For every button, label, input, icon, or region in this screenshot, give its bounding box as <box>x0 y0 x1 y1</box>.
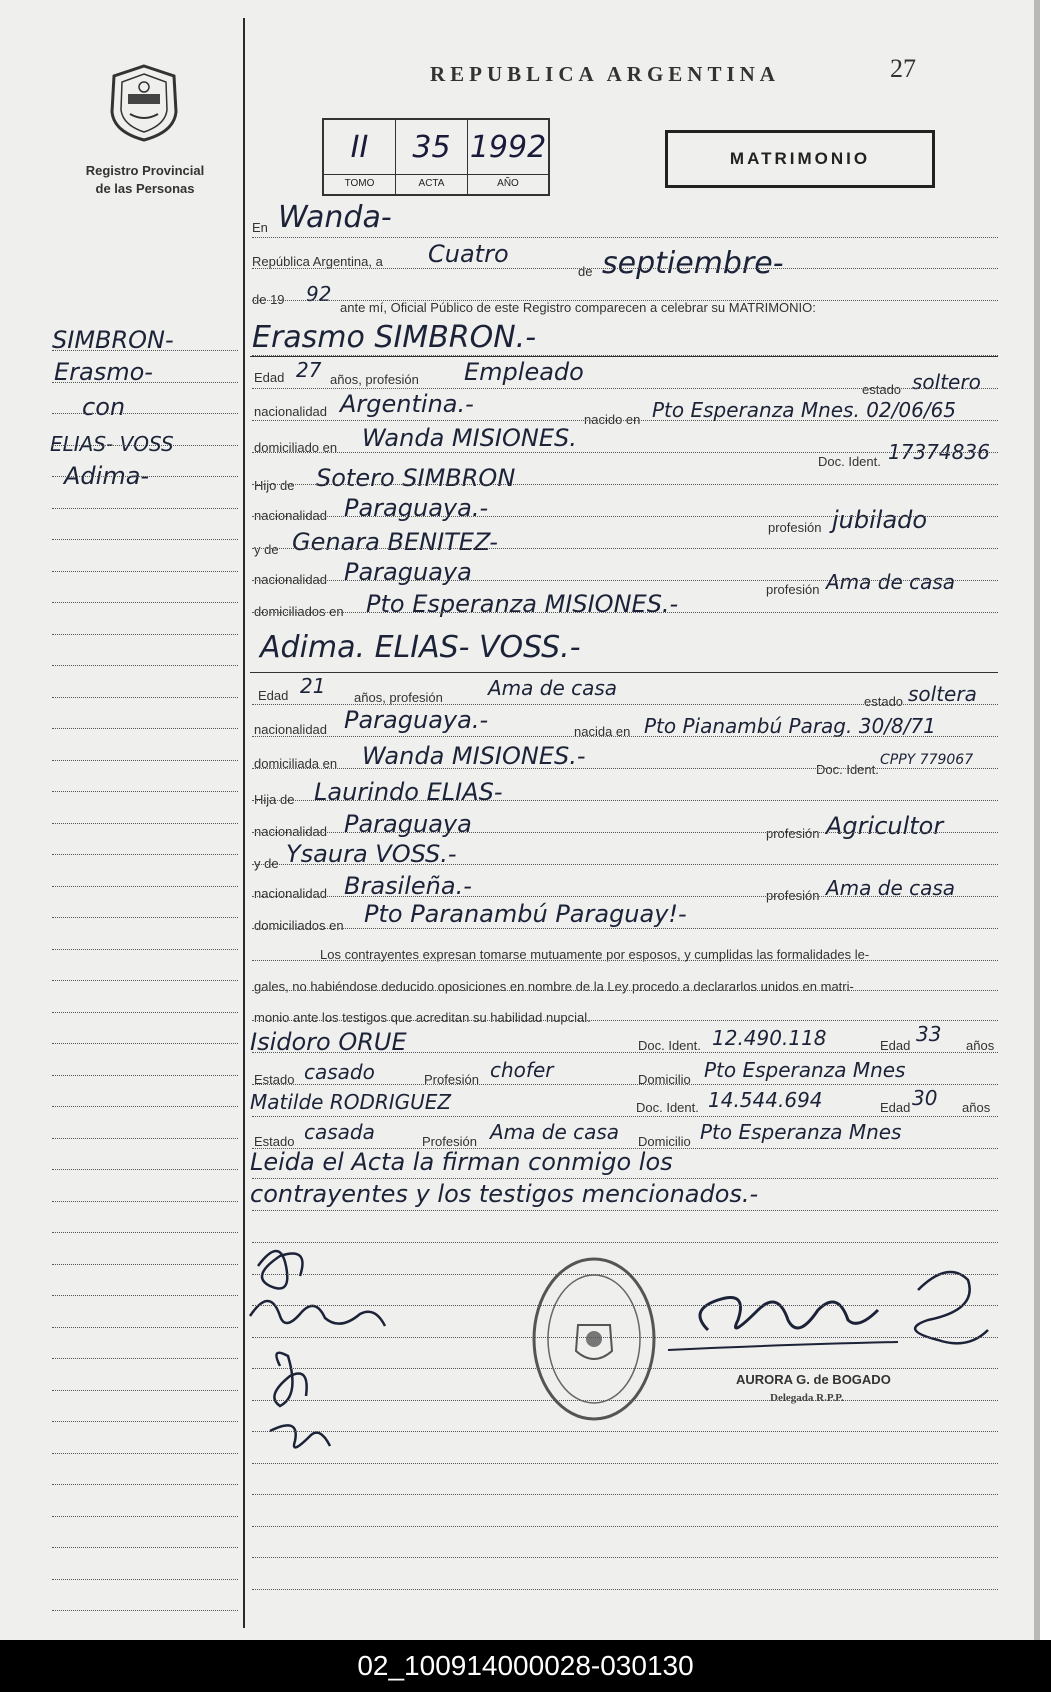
bride-age: 21 <box>300 674 326 698</box>
body-rule <box>252 896 998 897</box>
registry-name <box>60 162 230 198</box>
body-rule <box>252 1557 998 1558</box>
label-de19: de 19 <box>252 292 285 307</box>
label-republica: República Argentina, a <box>252 254 383 269</box>
label-domiciliado-en: domiciliado en <box>254 440 338 455</box>
label-nacionalidad-mother: nacionalidad <box>254 572 328 587</box>
label-y-de: y de <box>254 542 279 557</box>
label-doc-ident-w2: Doc. Ident. <box>636 1100 699 1115</box>
label-anos-w2: años <box>962 1100 991 1115</box>
bride-name: Adima. ELIAS- VOSS.- <box>260 630 581 665</box>
margin-rule <box>52 350 238 351</box>
body-rule <box>252 580 998 581</box>
margin-rule <box>52 1484 238 1485</box>
groom-mother-nationality: Paraguaya <box>344 558 472 586</box>
margin-note-bride-name: Adima- <box>64 462 150 490</box>
label-domicilio-w1: Domicilio <box>638 1072 691 1087</box>
body-rule <box>252 1526 998 1527</box>
bride-doc: CPPY 779067 <box>880 752 974 768</box>
margin-rule <box>52 539 238 540</box>
body-rule <box>252 388 998 389</box>
label-doc-ident-bride: Doc. Ident. <box>816 762 879 777</box>
margin-rule <box>52 1138 238 1139</box>
margin-rule <box>52 1169 238 1170</box>
label-domicilio-w2: Domicilio <box>638 1134 691 1149</box>
body-rule <box>252 864 998 865</box>
margin-rule <box>52 1516 238 1517</box>
groom-father: Sotero SIMBRON <box>316 464 516 492</box>
body-rule <box>252 1052 998 1053</box>
margin-note-bride-surname: ELIAS- VOSS <box>50 432 174 456</box>
label-nacionalidad-bride-father: nacionalidad <box>254 824 328 839</box>
margin-rule <box>52 1106 238 1107</box>
body-rule <box>252 484 998 485</box>
witness2-name: Matilde RODRIGUEZ <box>250 1090 452 1114</box>
margin-rule <box>52 854 238 855</box>
margin-rule <box>52 413 238 414</box>
body-rule <box>252 928 998 929</box>
groom-estado: soltero <box>912 370 981 394</box>
margin-rule <box>52 949 238 950</box>
label-en: En <box>252 220 268 235</box>
value-place: Wanda- <box>278 200 392 235</box>
label-ante-mi: ante mí, Oficial Público de este Registro comparecen a celebrar su MATRIMONIO: <box>340 300 816 315</box>
label-domiciliados-en: domiciliados en <box>254 604 344 619</box>
label-nacido-en: nacido en <box>584 412 641 427</box>
anio-cell <box>468 120 548 194</box>
section-rule <box>250 672 998 673</box>
value-day: Cuatro <box>428 240 509 268</box>
body-rule <box>252 612 998 613</box>
witness2-domicile: Pto Esperanza Mnes <box>700 1120 902 1144</box>
acta-value: 35 <box>412 130 451 165</box>
margin-rule <box>52 1390 238 1391</box>
groom-father-profession: jubilado <box>832 506 928 534</box>
margin-rule <box>52 445 238 446</box>
anio-label: AÑO <box>468 174 548 192</box>
label-estado: estado <box>862 382 902 397</box>
paper-edge <box>1034 0 1040 1640</box>
label-doc-ident-w1: Doc. Ident. <box>638 1038 701 1053</box>
body-rule <box>252 1431 998 1432</box>
official-name: AURORA G. de BOGADO <box>736 1372 891 1387</box>
bride-domicile: Wanda MISIONES.- <box>362 742 586 770</box>
groom-parents-domicile: Pto Esperanza MISIONES.- <box>366 590 679 618</box>
registry-line2: de las Personas <box>95 181 195 196</box>
label-domiciliados-en-bride: domiciliados en <box>254 918 344 933</box>
margin-rule <box>52 1358 238 1359</box>
body-rule <box>252 548 998 549</box>
label-anos-profesion-bride: años, profesión <box>354 690 443 705</box>
body-rule <box>252 1020 998 1021</box>
body-rule <box>252 268 998 269</box>
margin-rule <box>52 917 238 918</box>
body-rule <box>252 1368 998 1369</box>
body-rule <box>252 1463 998 1464</box>
witness2-age: 30 <box>912 1086 938 1110</box>
bride-estado: soltera <box>908 682 977 706</box>
body-rule <box>252 452 998 453</box>
body-rule <box>252 1494 998 1495</box>
margin-rule <box>52 1075 238 1076</box>
record-type-box: MATRIMONIO <box>665 130 935 188</box>
provincial-seal-icon <box>104 62 184 144</box>
label-profesion-father: profesión <box>768 520 822 535</box>
value-month: septiembre- <box>602 246 784 281</box>
paragraph-line2: gales, no habiéndose deducido oposiciones en nombre de la Ley procedo a declararlos unidos en matri- <box>254 979 854 994</box>
body-rule <box>252 1178 998 1179</box>
label-y-de-bride: y de <box>254 856 279 871</box>
acta-cell <box>396 120 468 194</box>
margin-rule <box>52 1232 238 1233</box>
label-nacionalidad: nacionalidad <box>254 404 328 419</box>
official-signature <box>668 1250 998 1370</box>
witness2-profession: Ama de casa <box>490 1120 620 1144</box>
groom-mother-profession: Ama de casa <box>826 570 956 594</box>
margin-rule <box>52 886 238 887</box>
label-profesion-bride-father: profesión <box>766 826 820 841</box>
value-year: 92 <box>306 282 332 306</box>
groom-age: 27 <box>296 358 322 382</box>
label-estado-bride: estado <box>864 694 904 709</box>
label-doc-ident: Doc. Ident. <box>818 454 881 469</box>
margin-rule <box>52 791 238 792</box>
label-edad-w1: Edad <box>880 1038 911 1053</box>
margin-rule <box>52 697 238 698</box>
groom-nationality: Argentina.- <box>340 390 474 418</box>
margin-rule <box>52 1043 238 1044</box>
groom-father-nationality: Paraguaya.- <box>344 494 489 522</box>
groom-domicile: Wanda MISIONES. <box>362 424 577 452</box>
label-profesion-w1: Profesión <box>424 1072 479 1087</box>
margin-rule <box>52 634 238 635</box>
file-id-bar: 02_100914000028-030130 <box>0 1640 1051 1692</box>
margin-rule <box>52 571 238 572</box>
label-anos-profesion: años, profesión <box>330 372 419 387</box>
paragraph-line3: monio ante los testigos que acreditan su habilidad nupcial. <box>254 1010 591 1025</box>
label-edad-w2: Edad <box>880 1100 911 1115</box>
bride-father-profession: Agricultor <box>826 812 944 840</box>
margin-note-con: con <box>82 393 126 421</box>
bride-nationality: Paraguaya.- <box>344 706 489 734</box>
label-edad-bride: Edad <box>258 688 289 703</box>
groom-name: Erasmo SIMBRON.- <box>252 320 537 355</box>
label-hijo-de: Hijo de <box>254 478 295 493</box>
label-anos-w1: años <box>966 1038 995 1053</box>
margin-rule <box>52 1453 238 1454</box>
bride-born: Pto Pianambú Parag. 30/8/71 <box>644 714 936 738</box>
label-nacida-en: nacida en <box>574 724 631 739</box>
groom-profession: Empleado <box>464 358 584 386</box>
body-rule <box>252 800 998 801</box>
label-hija-de: Hija de <box>254 792 295 807</box>
witness1-estado: casado <box>304 1060 375 1084</box>
official-stamp-icon <box>530 1255 658 1423</box>
body-rule <box>252 1116 998 1117</box>
body-rule <box>252 1589 998 1590</box>
label-nacionalidad-bride-mother: nacionalidad <box>254 886 328 901</box>
margin-note-firstname: Erasmo- <box>54 358 153 386</box>
section-rule <box>250 356 998 357</box>
body-rule <box>252 1242 998 1243</box>
margin-rule <box>52 1201 238 1202</box>
body-rule <box>252 960 998 961</box>
body-rule <box>252 736 998 737</box>
body-rule <box>252 1210 998 1211</box>
margin-rule <box>52 665 238 666</box>
witness1-domicile: Pto Esperanza Mnes <box>704 1058 906 1082</box>
label-profesion-bride-mother: profesión <box>766 888 820 903</box>
body-rule <box>252 1400 998 1401</box>
groom-doc: 17374836 <box>888 440 990 464</box>
body-rule <box>252 1274 998 1275</box>
tomo-label: TOMO <box>324 174 395 192</box>
bride-father-nationality: Paraguaya <box>344 810 472 838</box>
witness1-doc: 12.490.118 <box>712 1026 827 1050</box>
bride-parents-domicile: Pto Paranambú Paraguay!- <box>364 900 687 928</box>
label-profesion-mother: profesión <box>766 582 820 597</box>
tomo-cell <box>324 120 396 194</box>
witness2-estado: casada <box>304 1120 375 1144</box>
body-rule <box>252 704 998 705</box>
bride-mother-profession: Ama de casa <box>826 876 956 900</box>
label-nacionalidad-father: nacionalidad <box>254 508 328 523</box>
bride-mother: Ysaura VOSS.- <box>286 840 457 868</box>
label-de: de <box>578 264 593 279</box>
margin-rule <box>52 1264 238 1265</box>
bride-mother-nationality: Brasileña.- <box>344 872 472 900</box>
margin-rule <box>52 508 238 509</box>
witness2-doc: 14.544.694 <box>708 1088 823 1112</box>
label-estado-w1: Estado <box>254 1072 295 1087</box>
margin-rule <box>52 602 238 603</box>
closing-line1: Leida el Acta la firman conmigo los <box>250 1148 673 1176</box>
bride-profession: Ama de casa <box>488 676 618 700</box>
margin-rule <box>52 476 238 477</box>
margin-rule <box>52 1421 238 1422</box>
registry-line1: Registro Provincial <box>85 163 205 178</box>
label-estado-w2: Estado <box>254 1134 295 1149</box>
label-nacionalidad-bride: nacionalidad <box>254 722 328 737</box>
margin-rule <box>52 1012 238 1013</box>
margin-rule <box>52 728 238 729</box>
margin-rule <box>52 1579 238 1580</box>
margin-rule <box>52 760 238 761</box>
body-rule <box>252 832 998 833</box>
tomo-acta-ano-box <box>322 118 550 196</box>
label-profesion-w2: Profesión <box>422 1134 477 1149</box>
margin-rule <box>52 1547 238 1548</box>
tomo-value: II <box>350 130 369 165</box>
body-rule <box>252 990 998 991</box>
body-rule <box>252 300 998 301</box>
official-role: Delegada R.P.P. <box>770 1392 844 1404</box>
witness1-age: 33 <box>916 1022 942 1046</box>
page-number: 27 <box>890 54 916 83</box>
body-rule <box>252 1337 998 1338</box>
margin-rule <box>52 1327 238 1328</box>
anio-value: 1992 <box>469 130 547 165</box>
label-edad: Edad <box>254 370 285 385</box>
groom-mother: Genara BENITEZ- <box>292 528 498 556</box>
body-rule <box>252 1148 998 1149</box>
witness1-name: Isidoro ORUE <box>250 1028 407 1056</box>
paragraph-line1: Los contrayentes expresan tomarse mutuamente por esposos, y cumplidas las formalidades le- <box>320 947 870 962</box>
acta-label: ACTA <box>396 174 467 192</box>
groom-born: Pto Esperanza Mnes. 02/06/65 <box>652 398 957 422</box>
margin-rule <box>52 823 238 824</box>
margin-rule <box>52 382 238 383</box>
body-rule <box>252 516 998 517</box>
margin-rule <box>52 1610 238 1611</box>
margin-note-surname: SIMBRON- <box>52 326 174 354</box>
witness1-profession: chofer <box>490 1058 554 1082</box>
document-title: REPUBLICA ARGENTINA <box>430 62 780 86</box>
margin-rule <box>52 1295 238 1296</box>
label-domiciliada-en: domiciliada en <box>254 756 338 771</box>
body-rule <box>252 1084 998 1085</box>
body-rule <box>252 420 998 421</box>
body-rule <box>252 1305 998 1306</box>
bride-father: Laurindo ELIAS- <box>314 778 503 806</box>
closing-line2: contrayentes y los testigos mencionados.- <box>250 1180 759 1208</box>
body-rule <box>252 768 998 769</box>
margin-rule <box>52 980 238 981</box>
body-rule <box>252 237 998 238</box>
